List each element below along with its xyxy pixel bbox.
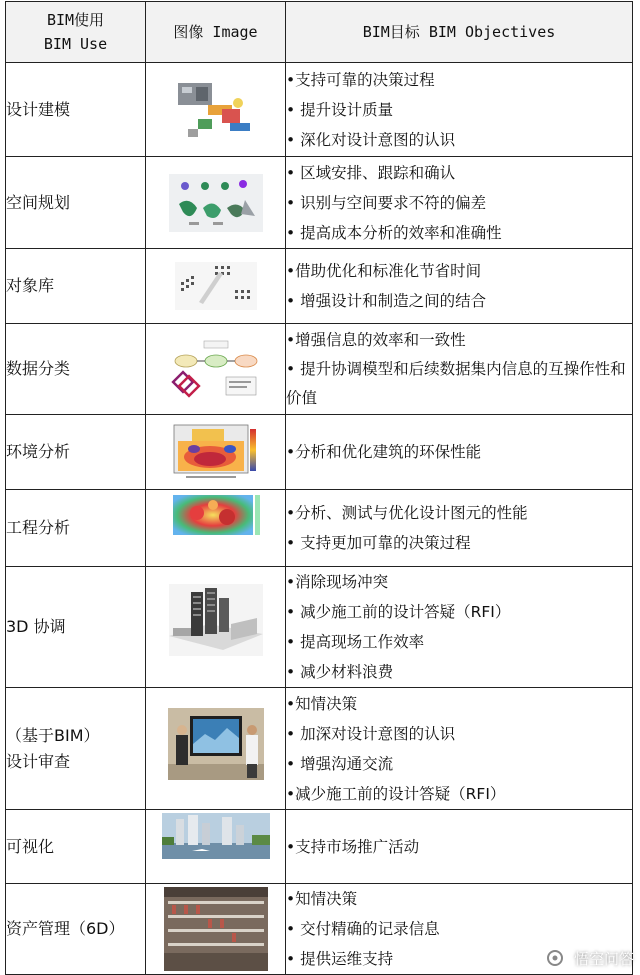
objective-item: •支持市场推广活动 bbox=[286, 837, 420, 856]
objective-item: • 减少材料浪费 bbox=[286, 663, 394, 681]
image-cell bbox=[146, 490, 286, 567]
objective-item: • 深化对设计意图的认识 bbox=[286, 130, 456, 149]
objective-item: • 支持更加可靠的决策过程 bbox=[286, 534, 471, 552]
bim-use-cell: 数据分类 bbox=[6, 324, 146, 415]
table-row bbox=[6, 688, 633, 810]
bim-use-cell: 设计建模 bbox=[6, 63, 146, 157]
objectives-cell bbox=[286, 688, 633, 810]
image-cell bbox=[146, 810, 286, 884]
objective-item: •知情决策 bbox=[286, 694, 358, 713]
table-header-row bbox=[6, 2, 633, 63]
object-library-thumbnail bbox=[175, 262, 257, 310]
asset-management-photo bbox=[164, 887, 268, 971]
table-row bbox=[6, 249, 633, 324]
objectives-cell bbox=[286, 249, 633, 324]
objective-item: •分析、测试与优化设计图元的性能 bbox=[286, 504, 528, 522]
objective-item: • 提升协调模型和后续数据集内信息的互操作性和价值 bbox=[286, 360, 626, 407]
objectives-cell bbox=[286, 415, 633, 490]
objective-item: • 提升设计质量 bbox=[286, 100, 394, 119]
header-bim-use bbox=[6, 2, 146, 63]
objective-item: •减少施工前的设计答疑（RFI） bbox=[286, 784, 506, 803]
image-cell bbox=[146, 157, 286, 249]
table-row bbox=[6, 884, 633, 975]
objectives-cell bbox=[286, 63, 633, 157]
objective-item: • 交付精确的记录信息 bbox=[286, 920, 440, 938]
objective-item: • 提高成本分析的效率和准确性 bbox=[286, 223, 502, 242]
bim-use-line1: （基于BIM） bbox=[6, 725, 100, 745]
objectives-cell bbox=[286, 567, 633, 688]
objective-item: • 增强沟通交流 bbox=[286, 754, 394, 773]
image-cell bbox=[146, 884, 286, 975]
watermark-text: 悟空问答 bbox=[573, 949, 634, 968]
objective-item: • 减少施工前的设计答疑（RFI） bbox=[286, 603, 511, 621]
image-cell bbox=[146, 567, 286, 688]
objectives-cell bbox=[286, 157, 633, 249]
bim-use-cell: 环境分析 bbox=[6, 415, 146, 490]
objectives-cell bbox=[286, 324, 633, 415]
image-cell bbox=[146, 688, 286, 810]
table-row bbox=[6, 415, 633, 490]
objective-item: •消除现场冲突 bbox=[286, 573, 389, 591]
objective-item: • 区域安排、跟踪和确认 bbox=[286, 163, 456, 182]
header-objectives: BIM目标 BIM Objectives bbox=[286, 2, 633, 63]
header-use-en: BIM Use bbox=[43, 35, 108, 53]
bim-use-cell: 可视化 bbox=[6, 810, 146, 884]
bim-use-cell: 3D 协调 bbox=[6, 567, 146, 688]
header-image: 图像 Image bbox=[146, 2, 286, 63]
table-row bbox=[6, 490, 633, 567]
table-row bbox=[6, 810, 633, 884]
objective-item: •分析和优化建筑的环保性能 bbox=[286, 443, 482, 461]
bim-use-cell bbox=[6, 688, 146, 810]
space-planning-thumbnail bbox=[169, 174, 263, 232]
data-classification-thumbnail bbox=[170, 339, 262, 399]
design-model-thumbnail bbox=[168, 79, 264, 141]
table-row bbox=[6, 567, 633, 688]
image-cell bbox=[146, 63, 286, 157]
objective-item: •支持可靠的决策过程 bbox=[286, 70, 435, 89]
image-cell bbox=[146, 249, 286, 324]
environment-analysis-thumbnail bbox=[172, 423, 260, 481]
design-review-photo bbox=[168, 708, 264, 780]
bim-use-cell: 对象库 bbox=[6, 249, 146, 324]
image-cell bbox=[146, 324, 286, 415]
bim-use-cell: 空间规划 bbox=[6, 157, 146, 249]
table-row bbox=[6, 63, 633, 157]
objective-item: • 提高现场工作效率 bbox=[286, 633, 425, 651]
objectives-cell bbox=[286, 490, 633, 567]
objective-item: • 加深对设计意图的认识 bbox=[286, 724, 456, 743]
objective-item: • 增强设计和制造之间的结合 bbox=[286, 292, 487, 310]
table-row bbox=[6, 324, 633, 415]
objective-item: •借助优化和标准化节省时间 bbox=[286, 262, 482, 280]
visualization-render bbox=[162, 813, 270, 859]
bim-use-cell: 工程分析 bbox=[6, 490, 146, 567]
image-cell bbox=[146, 415, 286, 490]
objective-item: •增强信息的效率和一致性 bbox=[286, 331, 466, 349]
header-use-cn: BIM使用 bbox=[46, 11, 105, 29]
objectives-cell bbox=[286, 810, 633, 884]
3d-coordination-thumbnail bbox=[169, 584, 263, 656]
objective-item: • 识别与空间要求不符的偏差 bbox=[286, 193, 487, 212]
objective-item: • 提供运维支持 bbox=[286, 950, 394, 968]
bim-use-table bbox=[5, 1, 633, 975]
engineering-analysis-thumbnail bbox=[171, 495, 261, 539]
bim-use-cell: 资产管理（6D） bbox=[6, 884, 146, 975]
table-row bbox=[6, 157, 633, 249]
watermark bbox=[542, 945, 634, 971]
bim-use-line2: 设计审查 bbox=[6, 751, 71, 771]
objective-item: •知情决策 bbox=[286, 890, 358, 908]
wukong-logo-icon bbox=[542, 945, 568, 971]
